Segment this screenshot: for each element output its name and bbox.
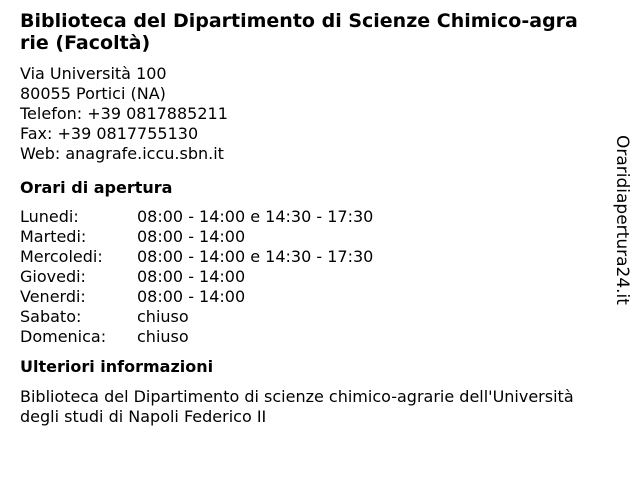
site-watermark: Oraridiapertura24.it xyxy=(612,135,632,305)
day-label: Lunedi: xyxy=(20,207,79,226)
street-address: Via Università 100 xyxy=(20,64,167,83)
day-label: Venerdi: xyxy=(20,287,86,306)
hours-row-monday xyxy=(20,207,373,227)
day-hours: chiuso xyxy=(137,307,189,326)
day-hours: chiuso xyxy=(137,327,189,346)
more-info-text: Biblioteca del Dipartimento di scienze chimico-agrarie dell'Università degli studi di Napoli Federico II xyxy=(20,387,574,426)
day-hours: 08:00 - 14:00 e 14:30 - 17:30 xyxy=(137,247,374,266)
day-label: Martedi: xyxy=(20,227,87,246)
hours-row-friday xyxy=(20,287,373,307)
hours-row-saturday xyxy=(20,307,373,327)
day-label: Domenica: xyxy=(20,327,107,346)
opening-hours-table xyxy=(20,207,373,347)
phone-number: Telefon: +39 0817885211 xyxy=(20,104,228,123)
hours-row-wednesday xyxy=(20,247,373,267)
opening-hours-heading: Orari di apertura xyxy=(20,178,173,197)
hours-row-tuesday xyxy=(20,227,373,247)
city-address: 80055 Portici (NA) xyxy=(20,84,166,103)
day-hours: 08:00 - 14:00 xyxy=(137,227,246,246)
fax-number: Fax: +39 0817755130 xyxy=(20,124,199,143)
address-block xyxy=(20,64,580,164)
day-label: Mercoledi: xyxy=(20,247,103,266)
day-label: Sabato: xyxy=(20,307,82,326)
more-info-heading: Ulteriori informazioni xyxy=(20,357,214,376)
library-title: Biblioteca del Dipartimento di Scienze Chimico-agrarie (Facoltà) xyxy=(20,10,578,54)
website: Web: anagrafe.iccu.sbn.it xyxy=(20,144,224,163)
hours-row-sunday xyxy=(20,327,373,347)
hours-row-thursday xyxy=(20,267,373,287)
day-hours: 08:00 - 14:00 xyxy=(137,287,246,306)
day-label: Giovedi: xyxy=(20,267,86,286)
library-info-panel xyxy=(20,10,580,427)
day-hours: 08:00 - 14:00 xyxy=(137,267,246,286)
day-hours: 08:00 - 14:00 e 14:30 - 17:30 xyxy=(137,207,374,226)
